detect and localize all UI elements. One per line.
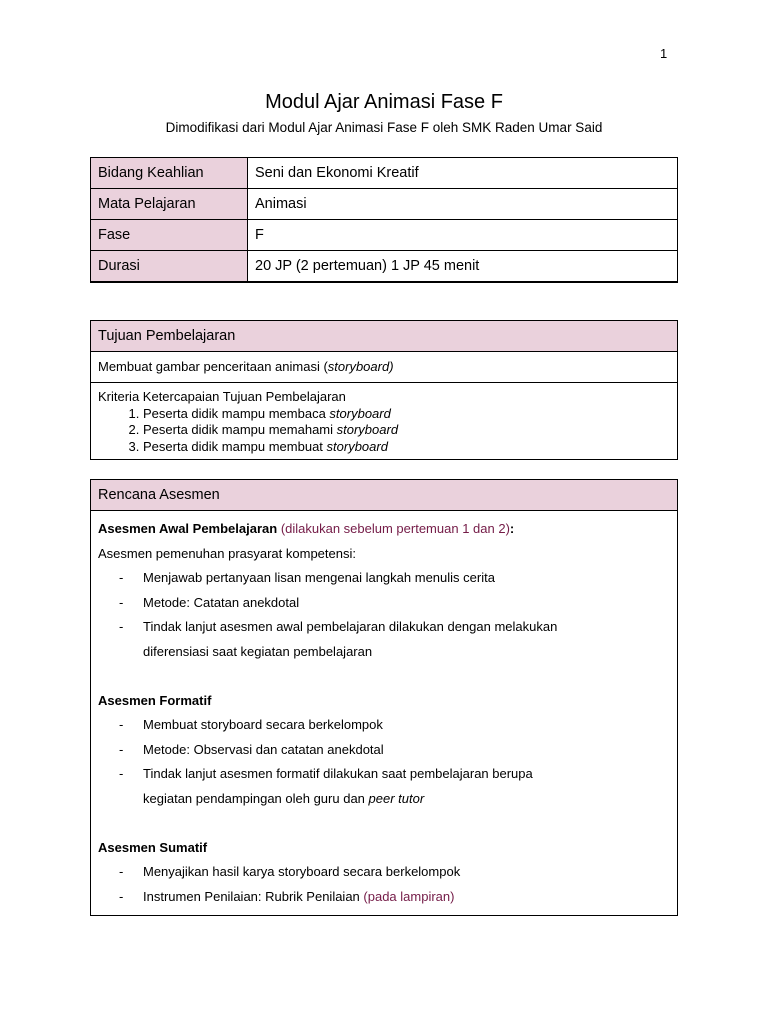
list-item [98, 713, 670, 738]
dash-bullet: - [119, 741, 124, 757]
item-text: kegiatan pendampingan oleh guru dan [143, 790, 369, 806]
info-label: Bidang Keahlian [91, 158, 248, 189]
list-item [98, 762, 670, 787]
info-value: Seni dan Ekonomi Kreatif [248, 158, 678, 189]
page-number: 1 [660, 46, 668, 61]
list-item [98, 885, 670, 910]
criteria-text: Peserta didik mampu membaca [143, 405, 330, 421]
criteria-italic: storyboard [326, 438, 388, 454]
list-item [98, 860, 670, 885]
item-continuation: diferensiasi saat kegiatan pembelajaran [143, 643, 373, 659]
item-text: Menyajikan hasil karya storyboard secara berkelompok [143, 864, 461, 879]
info-value: F [248, 220, 678, 251]
criteria-text: Peserta didik mampu membuat [143, 438, 327, 454]
document-subtitle: Dimodifikasi dari Modul Ajar Animasi Fase F oleh SMK Raden Umar Said [165, 120, 603, 135]
criteria-text: Peserta didik mampu memahami [143, 422, 337, 437]
asesmen-body [91, 511, 677, 909]
tujuan-pembelajaran-section [90, 320, 678, 460]
item-text: Metode: Catatan anekdotal [143, 594, 300, 610]
goal-italic: storyboard) [327, 359, 394, 374]
item-text: Metode: Observasi dan catatan anekdotal [143, 741, 384, 757]
criteria-list [98, 406, 670, 456]
info-table [90, 157, 678, 283]
dash-bullet: - [119, 864, 124, 879]
dash-bullet: - [119, 570, 124, 585]
awal-intro: Asesmen pemenuhan prasyarat kompetensi: [98, 545, 356, 561]
document-title: Modul Ajar Animasi Fase F [265, 91, 503, 113]
item-text: Menjawab pertanyaan lisan mengenai langkah menulis cerita [143, 570, 495, 585]
awal-note: (dilakukan sebelum pertemuan 1 dan 2) [277, 521, 510, 536]
info-value: Animasi [248, 189, 678, 220]
dash-bullet: - [119, 888, 124, 904]
table-row [91, 189, 678, 220]
rencana-asesmen-section [90, 479, 678, 916]
info-label: Durasi [91, 251, 248, 283]
dash-bullet: - [119, 594, 124, 610]
item-text: Tindak lanjut asesmen awal pembelajaran dilakukan dengan melakukan [143, 619, 558, 634]
info-value: 20 JP (2 pertemuan) 1 JP 45 menit [248, 251, 678, 283]
awal-heading-line [98, 517, 670, 542]
list-item [98, 615, 670, 640]
table-row [91, 220, 678, 251]
dash-bullet: - [119, 717, 124, 732]
table-row [91, 251, 678, 283]
section-heading: Tujuan Pembelajaran [91, 321, 677, 352]
dash-bullet: - [119, 766, 124, 781]
criteria-heading: Kriteria Ketercapaian Tujuan Pembelajaran [98, 389, 346, 404]
criteria-italic: storyboard [329, 405, 391, 421]
dash-bullet: - [119, 619, 124, 634]
sumatif-heading: Asesmen Sumatif [98, 839, 208, 855]
awal-title: Asesmen Awal Pembelajaran [98, 521, 278, 536]
goal-text: Membuat gambar penceritaan animasi ( [98, 359, 328, 374]
list-item [98, 566, 670, 591]
item-text: Tindak lanjut asesmen formatif dilakukan saat pembelajaran berupa [143, 766, 533, 781]
list-item [143, 406, 670, 423]
list-item [143, 422, 670, 439]
formatif-heading: Asesmen Formatif [98, 692, 212, 708]
list-item [98, 591, 670, 616]
criteria-italic: storyboard [336, 422, 399, 437]
info-label: Mata Pelajaran [91, 189, 248, 220]
awal-colon: : [509, 521, 515, 536]
item-text: Membuat storyboard secara berkelompok [143, 717, 383, 732]
learning-goal [91, 352, 677, 383]
list-item [143, 439, 670, 456]
item-note: (pada lampiran) [363, 888, 455, 904]
table-row [91, 158, 678, 189]
list-item [98, 738, 670, 763]
item-italic: peer tutor [368, 790, 425, 806]
criteria-block [91, 383, 677, 459]
item-text: Instrumen Penilaian: Rubrik Penilaian [143, 888, 364, 904]
item-continuation [98, 787, 670, 812]
info-label: Fase [91, 220, 248, 251]
section-heading: Rencana Asesmen [91, 480, 677, 511]
